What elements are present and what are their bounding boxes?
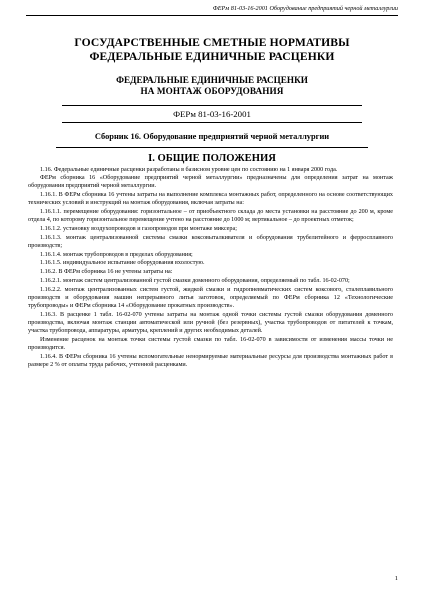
page-number: 1 bbox=[394, 575, 398, 582]
paragraph: 1.16.1.4. монтаж трубопроводов в пределах оборудования; bbox=[40, 251, 193, 258]
main-title-line-1: ГОСУДАРСТВЕННЫЕ СМЕТНЫЕ НОРМАТИВЫ bbox=[74, 36, 350, 49]
paragraph: 1.16.2. В ФЕРм сборника 16 не учтены затраты на: bbox=[40, 269, 173, 276]
header-rule bbox=[26, 15, 398, 16]
main-title-line-2: ФЕДЕРАЛЬНЫЕ ЕДИНИЧНЫЕ РАСЦЕНКИ bbox=[89, 49, 335, 63]
sub-title-line-1: ФЕДЕРАЛЬНЫЕ ЕДИНИЧНЫЕ РАСЦЕНКИ bbox=[116, 75, 308, 85]
paragraph: 1.16.2.2. монтаж централизованных систем густой, жидкой смазки и гидропневматических систем коксового, сталеплавильного производств и оборудования машин непрерывного литья заготовок, определяемый по ФЕРм сборника 12 «Технологические трубопроводы» и ФЕРм сборника 14 «Оборудование прокатных производств». bbox=[28, 287, 393, 310]
paragraph: 1.16.1.2. установку воздухопроводов и газопроводов при монтаже миксера; bbox=[40, 225, 237, 232]
paragraph: 1.16.4. В ФЕРм сборника 16 учтены вспомогательные ненормируемые материальные ресурсы для производства монтажных работ в размере 2 % от оплаты труда рабочих, учтенной расценками. bbox=[28, 353, 393, 368]
paragraph: 1.16.3. В расценке 1 табл. 16-02-070 учтены затраты на монтаж одной точки системы густой смазки оборудования доменного производства, включая монтаж станции автоматической или ручной (без резервных), участка трубопроводов от питателей к точкам, участка трубопровода, аппаратуры, арматуры, креплений и других необходимых деталей. bbox=[28, 312, 393, 335]
collection-rule bbox=[56, 147, 368, 148]
section-heading: I. ОБЩИЕ ПОЛОЖЕНИЯ bbox=[148, 153, 276, 164]
paragraph: 1.16.1.5. индивидуальное испытание оборудования вхолостую. bbox=[40, 260, 205, 267]
paragraph: Изменение расценок на монтаж точки системы густой смазки по табл. 16-02-070 в зависимости от изменения массы точки не производится. bbox=[28, 337, 393, 352]
running-header: ФЕРм 81-03-16-2001 Оборудование предприятий черной металлургии bbox=[212, 5, 398, 12]
collection-title: Сборник 16. Оборудование предприятий черной металлургии bbox=[94, 132, 330, 141]
paragraph: 1.16.2.1. монтаж систем централизованной густой смазки доменного оборудования, определяемый по табл. 16-02-070; bbox=[40, 278, 350, 285]
paragraph: 1.16.1. В ФЕРм сборника 16 учтены затраты на выполнение комплекса монтажных работ, определенного на основе соответствующих технических условий и инструкций на монтаж оборудования, включая затраты на: bbox=[28, 191, 393, 206]
paragraph: 1.16.1.1. перемещение оборудования: горизонтальное – от приобъектного склада до места установки на расстояние до 200 м, кроме отдела 4, по которому горизонтальное перемещение учтено на расстояние до 1000 м; вертикальное – до проектных отметок; bbox=[28, 208, 393, 223]
title-block bbox=[0, 36, 424, 97]
document-code: ФЕРм 81-03-16-2001 bbox=[62, 105, 362, 123]
paragraph: ФЕРм сборника 16 «Оборудование предприятий черной металлургии» предназначены для определения затрат на монтаж оборудования предприятий черной металлургии. bbox=[28, 174, 393, 189]
paragraph: 1.16.1.3. монтаж централизованной системы смазки коксовыталкивателя и оборудования трубелитейного и ферросплавного производств; bbox=[28, 234, 393, 249]
paragraph: 1.16. Федеральные единичные расценки разработаны в базисном уровне цен по состоянию на 1 января 2000 года. bbox=[40, 167, 338, 173]
sub-title-line-2: НА МОНТАЖ ОБОРУДОВАНИЯ bbox=[140, 86, 284, 96]
body-text bbox=[28, 167, 393, 370]
